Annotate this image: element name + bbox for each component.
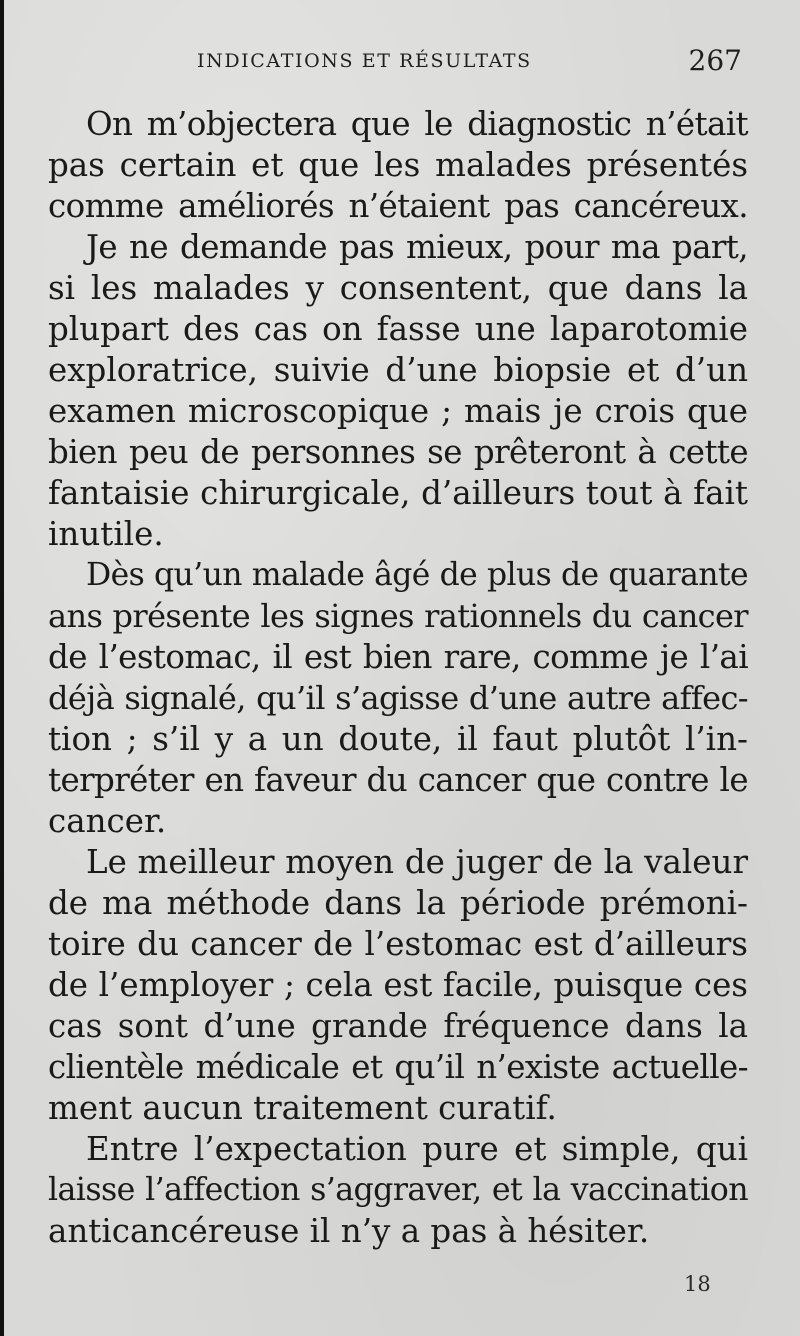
text-line: Dès qu’un malade âgé de plus de quarante: [86, 557, 748, 593]
text-line: comme améliorés n’étaient pas cancéreux.: [48, 187, 748, 225]
text-line: de l’employer ; cela est facile, puisque ces: [48, 966, 748, 1004]
text-line: de l’estomac, il est bien rare, comme je l’ai: [48, 638, 748, 676]
running-head: INDICATIONS ET RÉSULTATS: [197, 50, 532, 72]
text-line: ans présente les signes rationnels du cancer: [48, 597, 748, 635]
text-line: pas certain et que les malades présentés: [48, 146, 748, 184]
text-line: inutile.: [48, 515, 164, 553]
body-text: [48, 104, 748, 1252]
text-line: Le meilleur moyen de juger de la valeur: [86, 843, 748, 881]
text-line: plupart des cas on fasse une laparotomie: [48, 310, 748, 348]
text-line: exploratrice, suivie d’une biopsie et d’un: [48, 351, 748, 389]
text-line: Entre l’expectation pure et simple, qui: [86, 1130, 748, 1168]
text-line: terpréter en faveur du cancer que contre le: [48, 761, 748, 799]
text-line: tion ; s’il y a un doute, il faut plutôt l’in-: [48, 720, 748, 758]
text-line: si les malades y consentent, que dans la: [48, 269, 748, 307]
paragraph-3: [48, 555, 748, 842]
paragraph-2: [48, 227, 748, 555]
signature-mark: 18: [684, 1272, 711, 1296]
paragraph-1: [48, 104, 748, 227]
text-line: déjà signalé, qu’il s’agisse d’une autre affec-: [48, 679, 748, 717]
page-edge: [0, 0, 4, 1336]
text-line: toire du cancer de l’estomac est d’ailleurs: [48, 925, 748, 963]
text-line: anticancéreuse il n’y a pas à hésiter.: [48, 1212, 650, 1250]
text-line: de ma méthode dans la période prémoni-: [48, 884, 748, 922]
text-line: cancer.: [48, 802, 167, 840]
text-line: laisse l’affection s’aggraver, et la vaccination: [48, 1172, 748, 1208]
paragraph-4: [48, 842, 748, 1129]
text-line: examen microscopique ; mais je crois que: [48, 392, 748, 430]
text-line: cas sont d’une grande fréquence dans la: [48, 1007, 748, 1045]
text-line: fantaisie chirurgicale, d’ailleurs tout à fait: [48, 474, 748, 512]
text-line: On m’objectera que le diagnostic n’était: [86, 105, 748, 143]
paragraph-5: [48, 1129, 748, 1252]
page-header: [48, 44, 748, 80]
text-line: Je ne demande pas mieux, pour ma part,: [86, 228, 748, 266]
page-number: 267: [688, 44, 742, 77]
text-line: clientèle médicale et qu’il n’existe actuelle-: [48, 1048, 748, 1086]
text-line: bien peu de personnes se prêteront à cette: [48, 433, 748, 471]
text-line: ment aucun traitement curatif.: [48, 1089, 557, 1127]
